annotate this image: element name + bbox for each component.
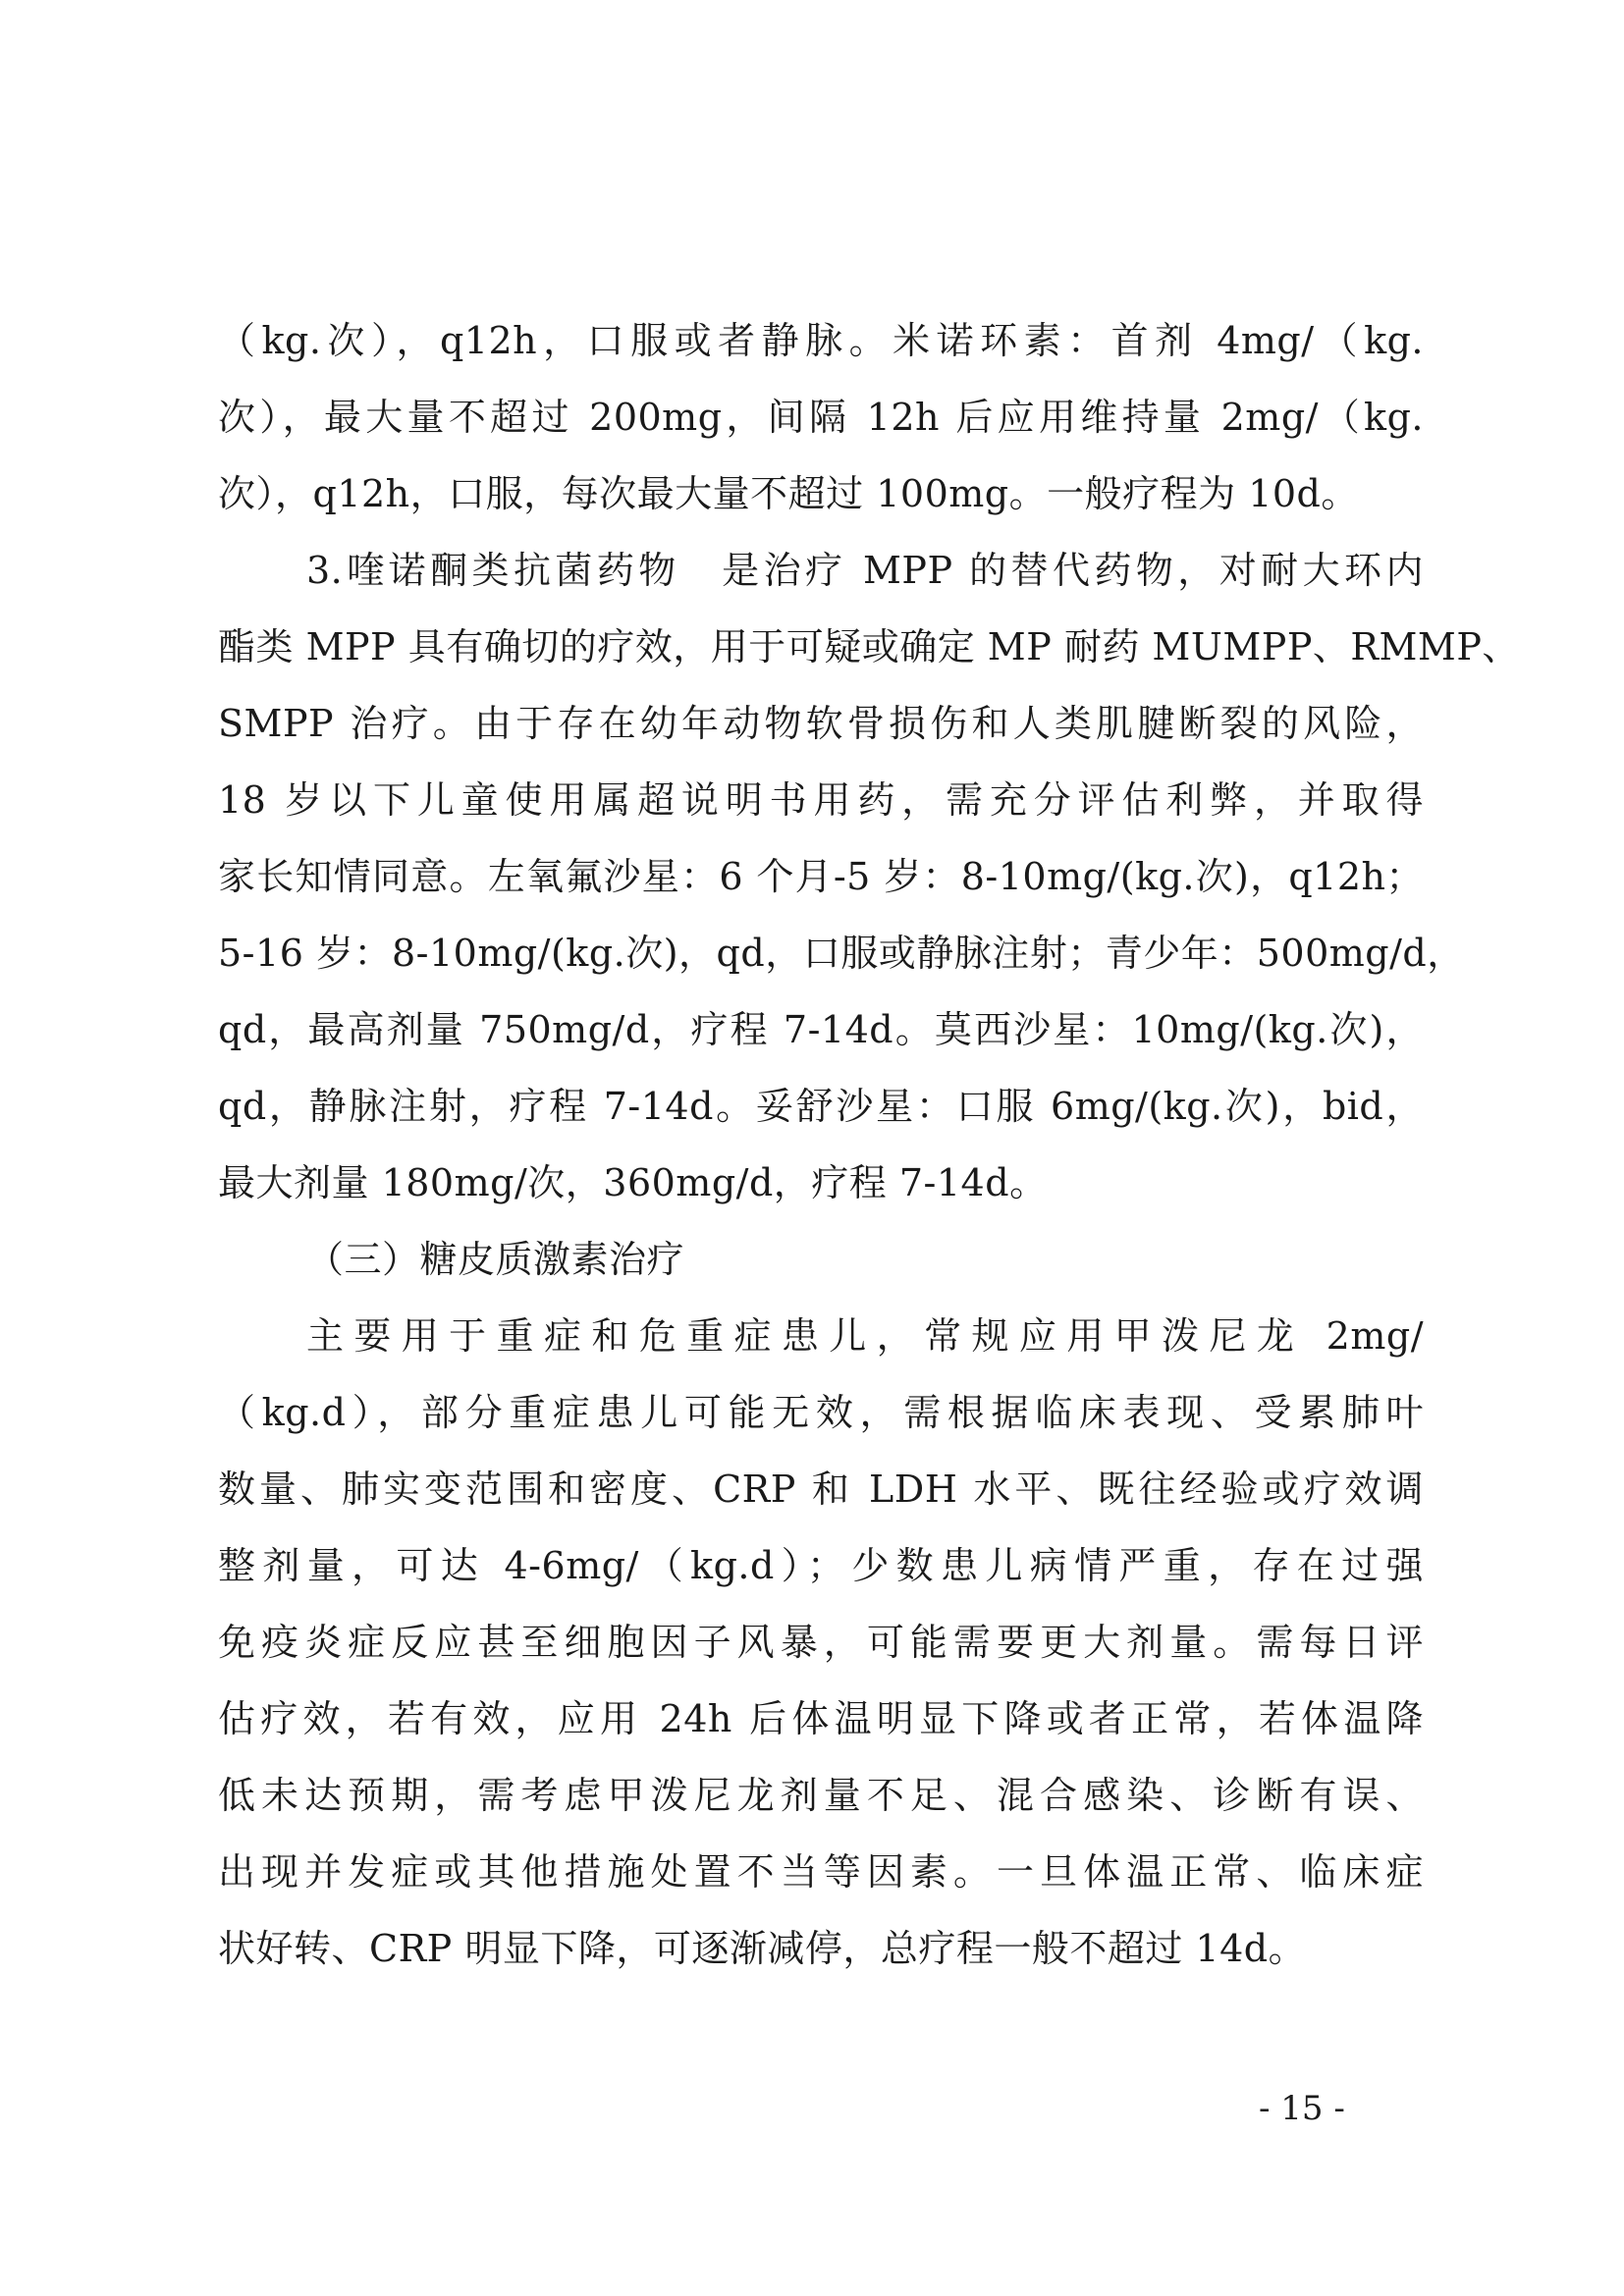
- paragraph-start-line: 3.喹诺酮类抗菌药物 是治疗 MPP 的替代药物，对耐大环内: [306, 549, 1424, 592]
- text-line: 数量、肺实变范围和密度、CRP 和 LDH 水平、既往经验或疗效调: [218, 1468, 1424, 1511]
- text-line: 5-16 岁：8-10mg/(kg.次)，qd，口服或静脉注射；青少年：500mg/d，: [218, 932, 1465, 975]
- text-line: 次），最大量不超过 200mg，间隔 12h 后应用维持量 2mg/（kg.: [218, 396, 1424, 439]
- text-line: qd，静脉注射，疗程 7-14d。妥舒沙星：口服 6mg/(kg.次)，bid，: [218, 1085, 1424, 1128]
- text-line: 家长知情同意。左氧氟沙星：6 个月-5 岁：8-10mg/(kg.次)，q12h；: [218, 855, 1424, 898]
- text-line: qd，最高剂量 750mg/d，疗程 7-14d。莫西沙星：10mg/(kg.次)，: [218, 1008, 1424, 1051]
- text-line: 低未达预期，需考虑甲泼尼龙剂量不足、混合感染、诊断有误、: [218, 1774, 1424, 1817]
- text-line: 次），q12h，口服，每次最大量不超过 100mg。一般疗程为 10d。: [218, 472, 1359, 515]
- body-text: [218, 302, 1520, 1987]
- text-line: 估疗效，若有效，应用 24h 后体温明显下降或者正常，若体温降: [218, 1697, 1424, 1740]
- text-line: 酯类 MPP 具有确切的疗效，用于可疑或确定 MP 耐药 MUMPP、RMMP、: [218, 625, 1520, 668]
- text-line: SMPP 治疗。由于存在幼年动物软骨损伤和人类肌腱断裂的风险，: [218, 702, 1424, 745]
- text-line: 18 岁以下儿童使用属超说明书用药，需充分评估利弊，并取得: [218, 778, 1424, 822]
- text-line: 免疫炎症反应甚至细胞因子风暴，可能需要更大剂量。需每日评: [218, 1621, 1424, 1664]
- section-heading: （三）糖皮质激素治疗: [306, 1238, 685, 1281]
- text-line: 状好转、CRP 明显下降，可逐渐减停，总疗程一般不超过 14d。: [218, 1927, 1307, 1970]
- text-line: 整剂量，可达 4-6mg/（kg.d）；少数患儿病情严重，存在过强: [218, 1544, 1424, 1587]
- page-number: - 15 -: [1259, 2089, 1345, 2128]
- text-line: 最大剂量 180mg/次，360mg/d，疗程 7-14d。: [218, 1161, 1048, 1204]
- text-line: （kg.d），部分重症患儿可能无效，需根据临床表现、受累肺叶: [218, 1391, 1424, 1434]
- text-line: 出现并发症或其他措施处置不当等因素。一旦体温正常、临床症: [218, 1850, 1424, 1894]
- text-line: （kg.次），q12h，口服或者静脉。米诺环素：首剂 4mg/（kg.: [218, 319, 1424, 362]
- paragraph-start-line: 主要用于重症和危重症患儿，常规应用甲泼尼龙 2mg/: [306, 1314, 1424, 1358]
